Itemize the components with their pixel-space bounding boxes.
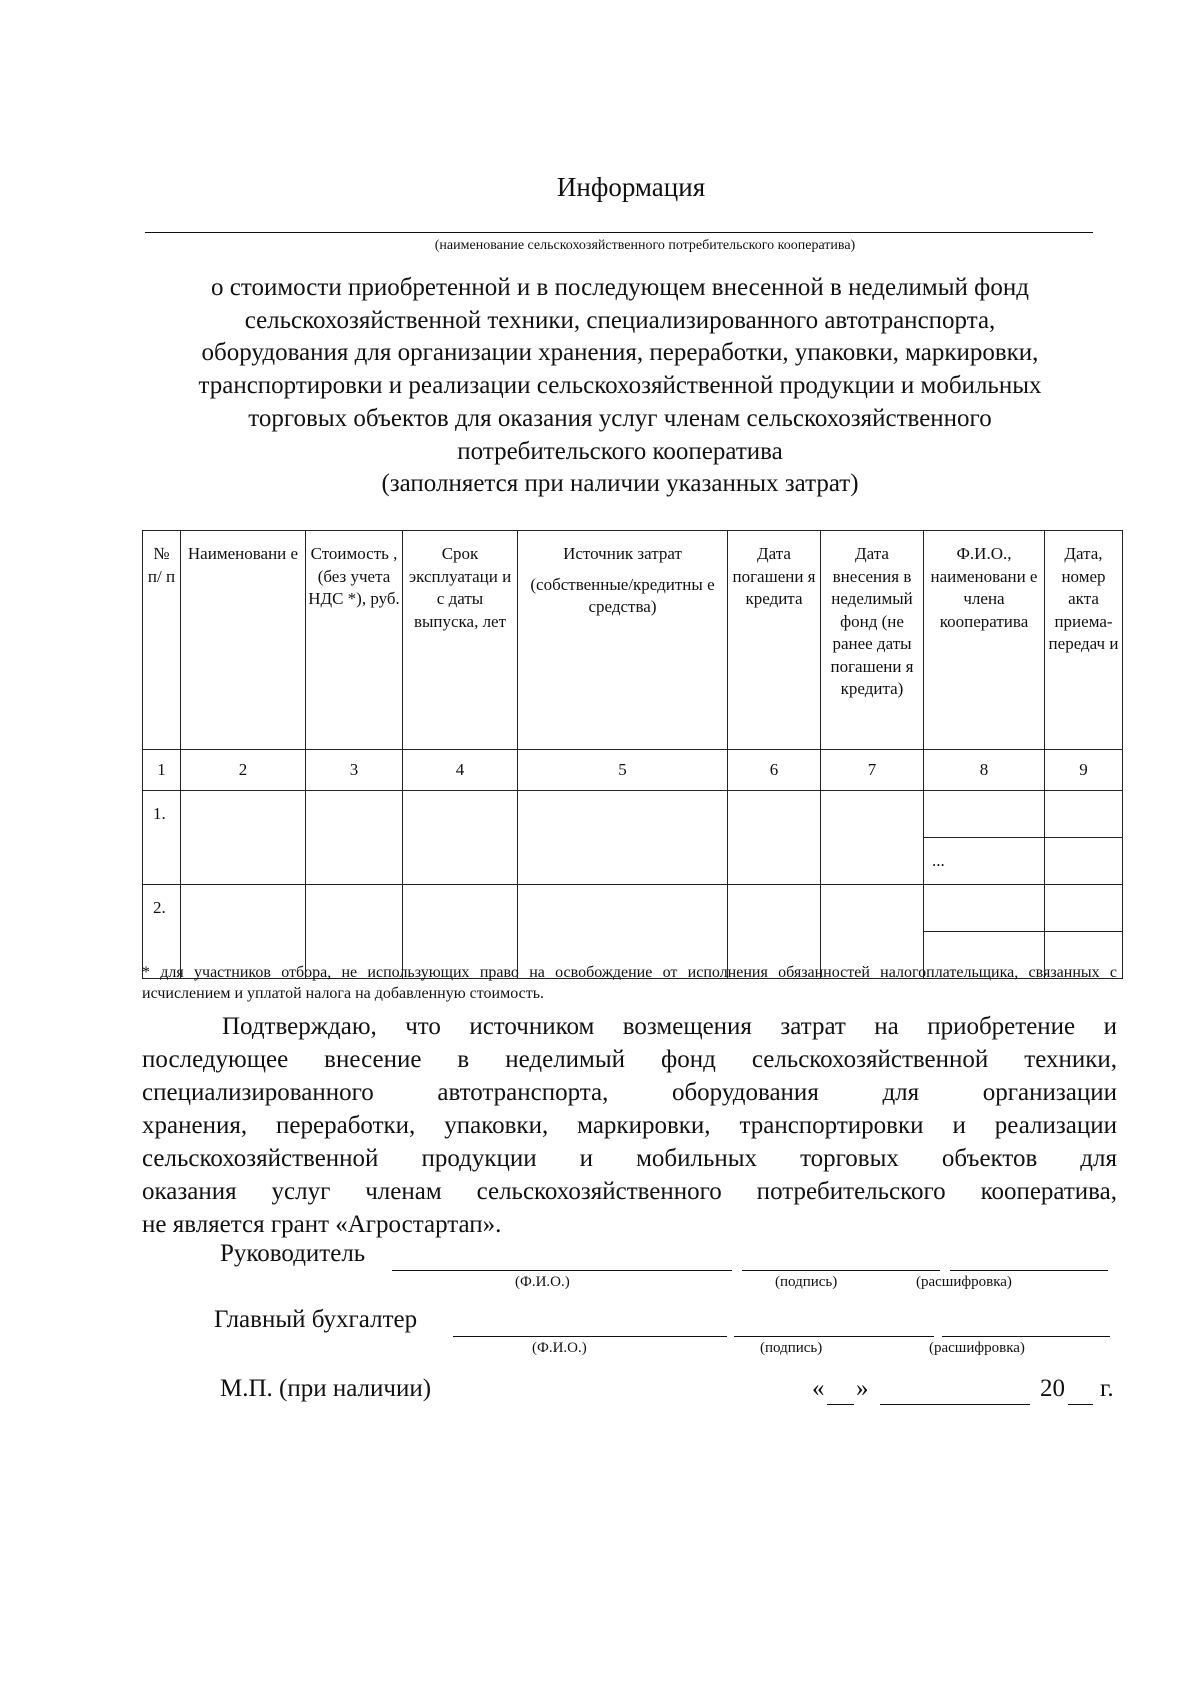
column-number: 4 (403, 750, 518, 791)
column-number-row (143, 750, 1123, 791)
cell-fund-contribution-date[interactable] (821, 791, 924, 885)
cell-loan-repayment-date[interactable] (728, 791, 821, 885)
accountant-label: Главный бухгалтер (214, 1306, 418, 1333)
head-fio-caption: (Ф.И.О.) (515, 1274, 570, 1290)
confirmation-line: Подтверждаю, что источником возмещения затрат на приобретение и (222, 1013, 1117, 1040)
subject-line: сельскохозяйственной техники, специализированного автотранспорта, (244, 306, 996, 334)
confirmation-line: сельскохозяйственной продукции и мобильных торговых объектов для (142, 1145, 1117, 1172)
stamp-label: М.П. (при наличии) (220, 1375, 432, 1402)
head-decode-line[interactable] (950, 1270, 1108, 1271)
cell-transfer-act[interactable] (1045, 791, 1123, 838)
head-signature-caption: (подпись) (775, 1274, 838, 1290)
date-year-prefix: 20 (1040, 1375, 1065, 1402)
column-number: 7 (821, 750, 924, 791)
table-row (143, 885, 1123, 932)
header-cost-source (518, 531, 728, 750)
column-number: 8 (924, 750, 1045, 791)
date-year-line[interactable] (1068, 1404, 1093, 1405)
column-number: 2 (181, 750, 306, 791)
confirmation-line: не является грант «Агростартап». (142, 1211, 502, 1238)
cell-cost[interactable] (306, 791, 403, 885)
header-name: Наименовани е (181, 531, 306, 750)
accountant-fio-line[interactable] (453, 1336, 727, 1337)
accountant-signature-line[interactable] (734, 1336, 934, 1337)
date-day-line[interactable] (827, 1404, 854, 1405)
header-cost-source-title: Источник затрат (563, 544, 682, 563)
vat-footnote: * для участников отбора, не использующих право на освобождение от исполнения обязанностей налогоплательщика, связанных с исчислением и уплатой налога на добавленную стоимость. (142, 964, 1117, 1002)
head-label: Руководитель (220, 1240, 366, 1267)
date-quote-close: » (856, 1375, 869, 1402)
table-header-row (143, 531, 1123, 750)
table-row (143, 791, 1123, 838)
accountant-decode-caption: (расшифровка) (929, 1340, 1025, 1356)
cost-table (142, 530, 1123, 979)
row-number: 2. (143, 885, 181, 979)
column-number: 1 (143, 750, 181, 791)
header-member-name: Ф.И.О., наименовани е члена кооператива (924, 531, 1045, 750)
date-quote-open: « (812, 1375, 825, 1402)
date-year-suffix: г. (1100, 1375, 1114, 1402)
cell-name[interactable] (181, 791, 306, 885)
column-number: 5 (518, 750, 728, 791)
confirmation-line: специализированного автотранспорта, оборудования для организации (142, 1079, 1117, 1106)
cell-transfer-act[interactable] (1045, 838, 1123, 885)
column-number: 9 (1045, 750, 1123, 791)
header-cost: Стоимость , (без учета НДС *), руб. (306, 531, 403, 750)
accountant-decode-line[interactable] (942, 1336, 1110, 1337)
cooperative-name-caption: (наименование сельскохозяйственного потребительского кооператива) (434, 238, 856, 253)
header-cost-source-subtitle: (собственные/кредитны е средства) (530, 574, 715, 616)
cell-cost-source[interactable] (518, 791, 728, 885)
subject-note: (заполняется при наличии указанных затрат) (381, 470, 859, 498)
header-number: № п/ п (143, 531, 181, 750)
header-transfer-act: Дата, номер акта приема-передач и (1045, 531, 1123, 750)
head-decode-caption: (расшифровка) (916, 1274, 1012, 1290)
date-month-line[interactable] (880, 1404, 1030, 1405)
subject-line: транспортировки и реализации сельскохозяйственной продукции и мобильных (198, 372, 1042, 400)
confirmation-line: оказания услуг членам сельскохозяйственного потребительского кооператива, (142, 1178, 1117, 1205)
accountant-fio-caption: (Ф.И.О.) (532, 1340, 587, 1356)
head-fio-line[interactable] (392, 1270, 732, 1271)
header-loan-repayment-date: Дата погашени я кредита (728, 531, 821, 750)
column-number: 6 (728, 750, 821, 791)
cell-member-name[interactable] (924, 885, 1045, 932)
confirmation-paragraph (142, 1010, 1117, 1241)
cell-service-life[interactable] (403, 791, 518, 885)
column-number: 3 (306, 750, 403, 791)
row-number: 1. (143, 791, 181, 885)
document-subject (120, 272, 1120, 501)
confirmation-line: последующее внесение в неделимый фонд сельскохозяйственной техники, (142, 1046, 1117, 1073)
document-title: Информация (556, 172, 706, 202)
cell-transfer-act[interactable] (1045, 885, 1123, 932)
head-signature-line[interactable] (742, 1270, 940, 1271)
accountant-signature-caption: (подпись) (760, 1340, 823, 1356)
cell-member-name-continued[interactable]: ... (924, 838, 1045, 885)
subject-line: оборудования для организации хранения, переработки, упаковки, маркировки, (201, 339, 1039, 367)
confirmation-line: хранения, переработки, упаковки, маркировки, транспортировки и реализации (142, 1112, 1117, 1139)
subject-line: потребительского кооператива (457, 437, 783, 465)
cooperative-name-line[interactable] (145, 232, 1093, 233)
subject-line: о стоимости приобретенной и в последующем внесенной в неделимый фонд (211, 274, 1029, 301)
cell-member-name[interactable] (924, 791, 1045, 838)
header-fund-contribution-date: Дата внесения в неделимый фонд (не ранее даты погашени я кредита) (821, 531, 924, 750)
header-service-life: Срок эксплуатаци и с даты выпуска, лет (403, 531, 518, 750)
subject-line: торговых объектов для оказания услуг членам сельскохозяйственного (248, 404, 992, 432)
